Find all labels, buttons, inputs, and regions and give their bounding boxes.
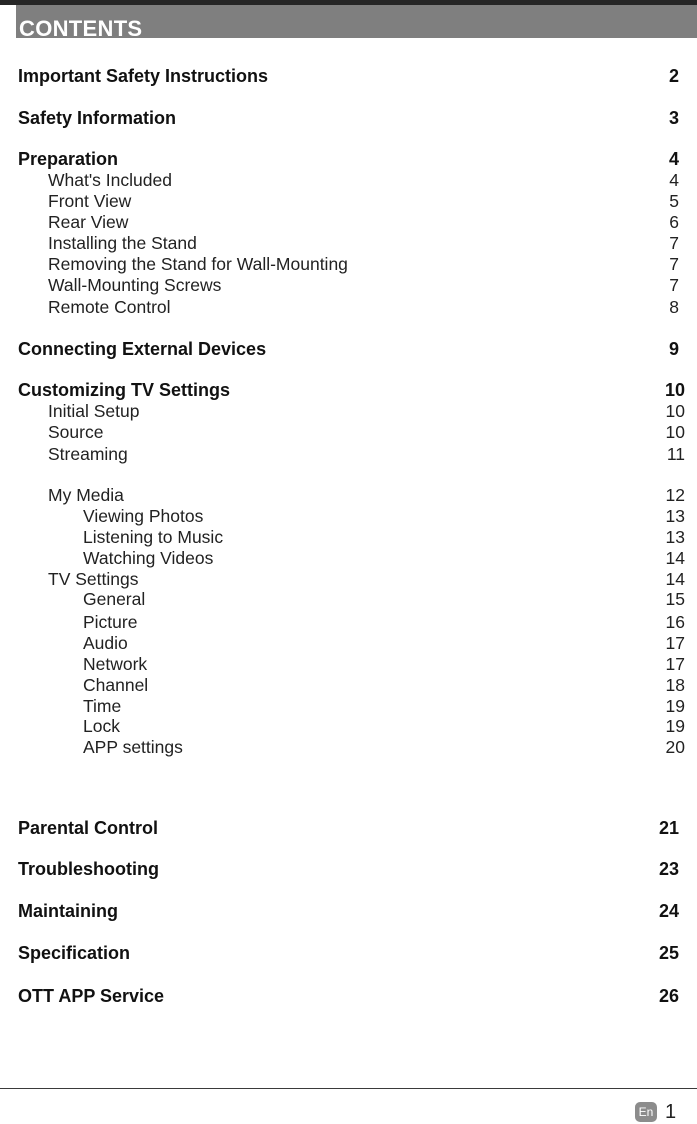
toc-label: Installing the Stand	[48, 233, 197, 253]
toc-label: OTT APP Service	[18, 986, 165, 1006]
toc-page: 7	[669, 254, 679, 274]
toc-page: 18	[665, 675, 685, 695]
toc-item-connecting-external-devices[interactable]	[0, 339, 697, 361]
toc-page: 7	[669, 275, 679, 295]
toc-label: Specification	[18, 943, 131, 963]
toc-label: Watching Videos	[83, 548, 214, 568]
toc-item-customizing-tv-settings[interactable]	[0, 380, 697, 402]
toc-page: 19	[665, 716, 685, 736]
toc-item-tv-settings[interactable]	[0, 569, 697, 591]
toc-item-wall-mounting-screws[interactable]	[0, 275, 697, 297]
toc-item-lock[interactable]	[0, 716, 697, 738]
toc-page: 10	[665, 401, 685, 421]
toc-page: 11	[666, 444, 685, 464]
toc-label: Troubleshooting	[18, 859, 159, 879]
toc-label: Parental Control	[18, 818, 159, 838]
toc-page: 21	[658, 818, 679, 838]
toc-label: Channel	[83, 675, 149, 695]
toc-page: 23	[658, 859, 679, 879]
toc-page: 8	[669, 297, 679, 317]
toc-label: Network	[83, 654, 148, 674]
toc-label: Removing the Stand for Wall-Mounting	[48, 254, 348, 274]
toc-label: Time	[83, 696, 122, 716]
toc-label: My Media	[48, 485, 124, 505]
toc-label: Viewing Photos	[83, 506, 204, 526]
toc-label: Remote Control	[48, 297, 171, 317]
page-title: CONTENTS	[19, 16, 143, 41]
toc-label: Front View	[48, 191, 132, 211]
toc-item-installing-the-stand[interactable]	[0, 233, 697, 255]
toc-label: TV Settings	[48, 569, 139, 589]
toc-item-general[interactable]	[0, 589, 697, 611]
toc-item-maintaining[interactable]	[0, 901, 697, 923]
footer-rule	[0, 1088, 697, 1089]
toc-page: 16	[665, 612, 685, 632]
toc-item-troubleshooting[interactable]	[0, 859, 697, 881]
toc-label: Lock	[83, 716, 120, 736]
toc-item-app-settings[interactable]	[0, 737, 697, 759]
toc-item-time[interactable]	[0, 696, 697, 718]
toc-page: 6	[669, 212, 679, 232]
toc-page: 13	[665, 527, 685, 547]
toc-item-initial-setup[interactable]	[0, 401, 697, 423]
toc-item-viewing-photos[interactable]	[0, 506, 697, 528]
toc-label: Audio	[83, 633, 128, 653]
toc-page: 26	[658, 986, 679, 1006]
toc-item-remote-control[interactable]	[0, 297, 697, 319]
toc-item-whats-included[interactable]	[0, 170, 697, 192]
toc-page: 15	[665, 589, 685, 609]
toc-label: APP settings	[83, 737, 183, 757]
toc-item-watching-videos[interactable]	[0, 548, 697, 570]
toc-page: 9	[668, 339, 679, 359]
page-number: 1	[665, 1101, 677, 1123]
toc-page: 19	[665, 696, 685, 716]
contents-header	[16, 5, 697, 41]
toc-item-ott-app-service[interactable]	[0, 986, 697, 1008]
toc-item-rear-view[interactable]	[0, 212, 697, 234]
toc-page: 10	[665, 422, 685, 442]
toc-item-specification[interactable]	[0, 943, 697, 965]
toc-item-channel[interactable]	[0, 675, 697, 697]
toc-label: Important Safety Instructions	[18, 66, 269, 86]
toc-page: 14	[665, 548, 685, 568]
toc-item-important-safety-instructions[interactable]	[0, 66, 697, 88]
toc-page: 5	[669, 191, 679, 211]
toc-page: 24	[658, 901, 679, 921]
toc-label: Wall-Mounting Screws	[48, 275, 222, 295]
toc-page: 25	[658, 943, 679, 963]
toc-label: Preparation	[18, 149, 119, 169]
toc-page: 10	[664, 380, 685, 400]
toc-page: 4	[668, 149, 679, 169]
toc-page: 20	[665, 737, 685, 757]
toc-item-listening-to-music[interactable]	[0, 527, 697, 549]
toc-item-parental-control[interactable]	[0, 818, 697, 840]
toc-label: General	[83, 589, 146, 609]
toc-item-audio[interactable]	[0, 633, 697, 655]
toc-item-network[interactable]	[0, 654, 697, 676]
toc-item-source[interactable]	[0, 422, 697, 444]
toc-label: Rear View	[48, 212, 129, 232]
toc-page: 17	[665, 633, 685, 653]
toc-item-preparation[interactable]	[0, 149, 697, 171]
toc-label: Safety Information	[18, 108, 177, 128]
toc-label: Customizing TV Settings	[18, 380, 231, 400]
toc-label: Streaming	[48, 444, 128, 464]
toc-item-streaming[interactable]	[0, 444, 697, 466]
toc-page: 14	[665, 569, 685, 589]
toc-item-removing-the-stand[interactable]	[0, 254, 697, 276]
toc-label: Connecting External Devices	[18, 339, 267, 359]
toc-label: Maintaining	[18, 901, 118, 921]
toc-page: 4	[669, 170, 679, 190]
toc-item-picture[interactable]	[0, 612, 697, 634]
toc-page: 2	[668, 66, 679, 86]
toc-page: 3	[668, 108, 679, 128]
toc-page: 17	[665, 654, 685, 674]
toc-label: Source	[48, 422, 104, 442]
toc-page: 12	[665, 485, 685, 505]
toc-label: Picture	[83, 612, 138, 632]
toc-page: 13	[665, 506, 685, 526]
toc-label: Initial Setup	[48, 401, 140, 421]
toc-item-safety-information[interactable]	[0, 108, 697, 130]
toc-page: 7	[669, 233, 679, 253]
language-badge: En	[635, 1102, 657, 1122]
toc-label: Listening to Music	[83, 527, 224, 547]
toc-label: What's Included	[48, 170, 172, 190]
toc-item-front-view[interactable]	[0, 191, 697, 213]
toc-item-my-media[interactable]	[0, 485, 697, 507]
